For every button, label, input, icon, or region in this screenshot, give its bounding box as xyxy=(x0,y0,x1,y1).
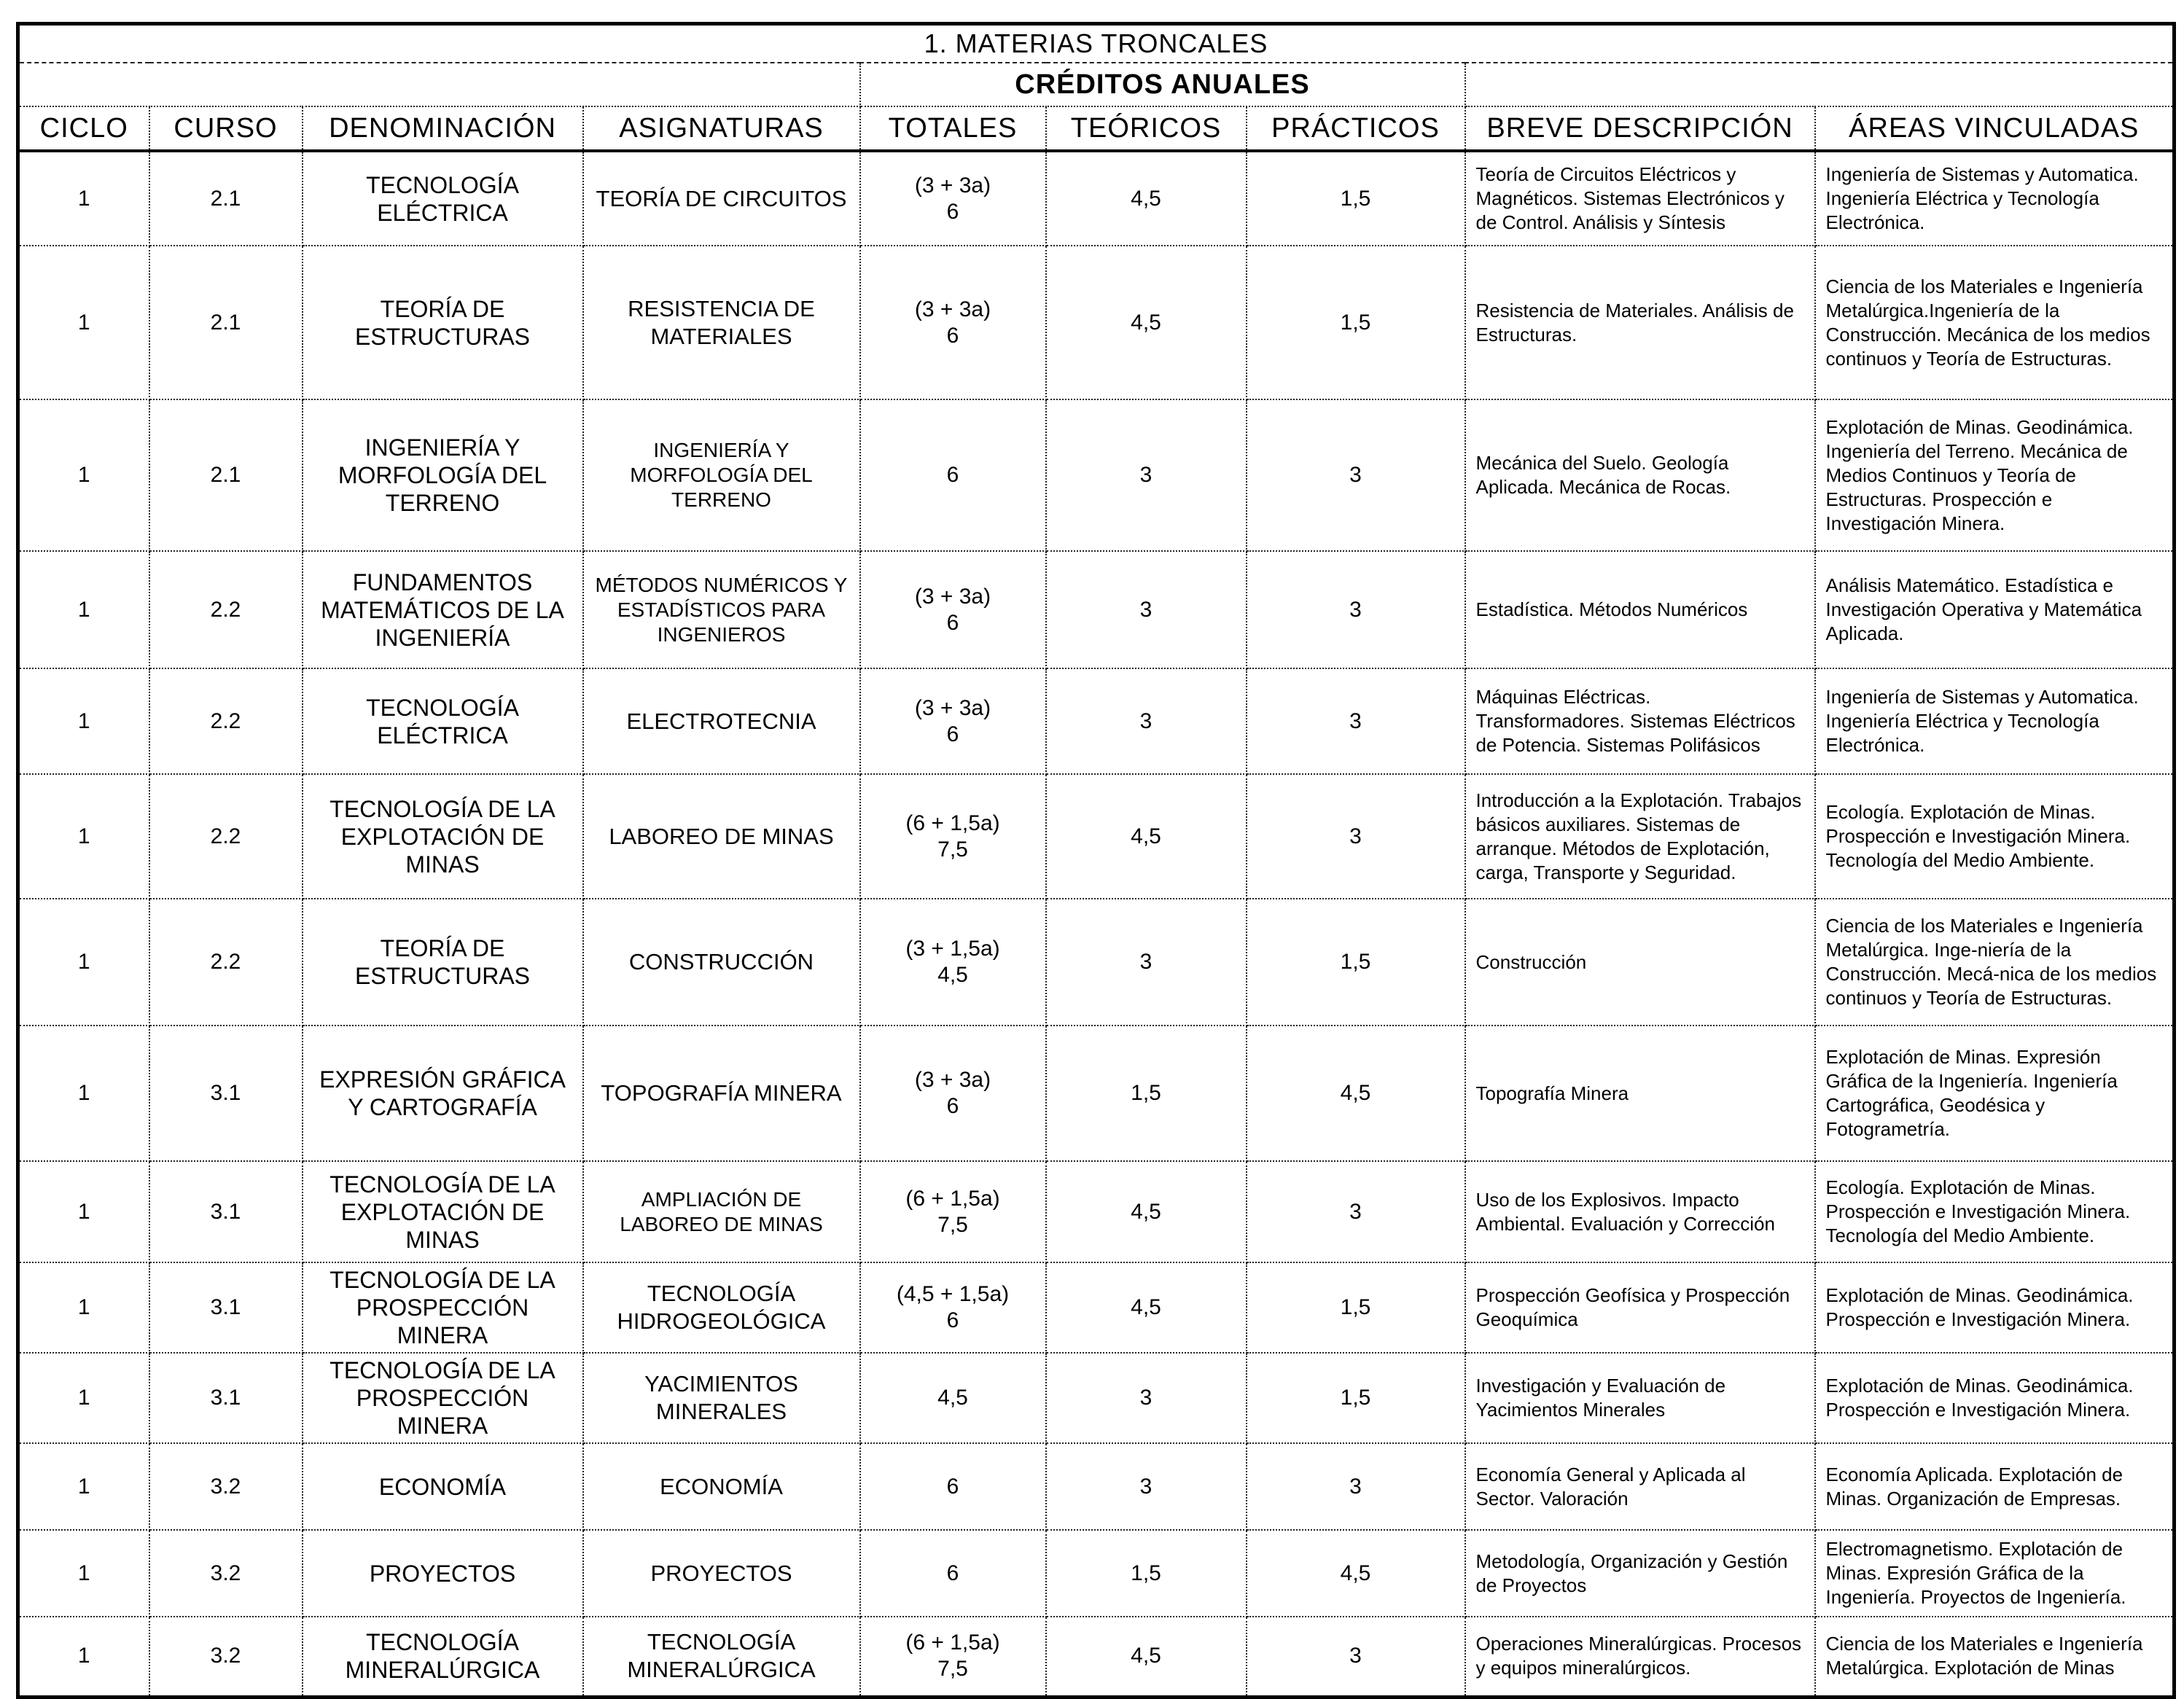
cell-practicos: 1,5 xyxy=(1247,899,1465,1026)
col-header-teoricos: TEÓRICOS xyxy=(1046,106,1247,151)
cell-curso: 2.2 xyxy=(149,774,303,899)
table-row xyxy=(18,774,2175,899)
table-row xyxy=(18,899,2175,1026)
table-row xyxy=(18,1530,2175,1617)
cell-totales: (3 + 3a) 6 xyxy=(860,551,1046,668)
creditos-anuales-header: CRÉDITOS ANUALES xyxy=(860,63,1465,106)
cell-asignaturas: TECNOLOGÍA HIDROGEOLÓGICA xyxy=(583,1262,860,1353)
cell-denominacion: TECNOLOGÍA ELÉCTRICA xyxy=(303,668,583,774)
cell-asignaturas: INGENIERÍA Y MORFOLOGÍA DEL TERRENO xyxy=(583,399,860,551)
cell-areas: Ciencia de los Materiales e Ingeniería Metalúrgica. Inge-niería de la Construcción. Mecá-nica de los medios continuos y Teoría de Estructuras. xyxy=(1815,899,2175,1026)
table-row xyxy=(18,399,2175,551)
cell-denominacion: TECNOLOGÍA DE LA EXPLOTACIÓN DE MINAS xyxy=(303,774,583,899)
cell-ciclo: 1 xyxy=(18,1353,149,1443)
table-row xyxy=(18,668,2175,774)
cell-totales: (3 + 3a) 6 xyxy=(860,151,1046,246)
cell-areas: Análisis Matemático. Estadística e Investigación Operativa y Matemática Aplicada. xyxy=(1815,551,2175,668)
cell-practicos: 3 xyxy=(1247,668,1465,774)
cell-ciclo: 1 xyxy=(18,1443,149,1530)
cell-areas: Ingeniería de Sistemas y Automatica. Ingeniería Eléctrica y Tecnología Electrónica. xyxy=(1815,668,2175,774)
cell-ciclo: 1 xyxy=(18,399,149,551)
cell-asignaturas: PROYECTOS xyxy=(583,1530,860,1617)
cell-teoricos: 4,5 xyxy=(1046,1161,1247,1262)
cell-teoricos: 1,5 xyxy=(1046,1026,1247,1161)
cell-denominacion: TECNOLOGÍA ELÉCTRICA xyxy=(303,151,583,246)
cell-ciclo: 1 xyxy=(18,1161,149,1262)
cell-teoricos: 3 xyxy=(1046,899,1247,1026)
table-row xyxy=(18,1026,2175,1161)
cell-asignaturas: TECNOLOGÍA MINERALÚRGICA xyxy=(583,1617,860,1697)
cell-denominacion: FUNDAMENTOS MATEMÁTICOS DE LA INGENIERÍA xyxy=(303,551,583,668)
cell-areas: Ingeniería de Sistemas y Automatica. Ingeniería Eléctrica y Tecnología Electrónica. xyxy=(1815,151,2175,246)
cell-descripcion: Resistencia de Materiales. Análisis de Estructuras. xyxy=(1465,246,1815,399)
cell-curso: 2.1 xyxy=(149,151,303,246)
cell-totales: (6 + 1,5a) 7,5 xyxy=(860,1617,1046,1697)
col-header-curso: CURSO xyxy=(149,106,303,151)
cell-practicos: 3 xyxy=(1247,399,1465,551)
cell-totales: (3 + 3a) 6 xyxy=(860,668,1046,774)
cell-practicos: 4,5 xyxy=(1247,1530,1465,1617)
table-row xyxy=(18,1262,2175,1353)
cell-totales: (6 + 1,5a) 7,5 xyxy=(860,1161,1046,1262)
cell-totales: (6 + 1,5a) 7,5 xyxy=(860,774,1046,899)
cell-asignaturas: AMPLIACIÓN DE LABOREO DE MINAS xyxy=(583,1161,860,1262)
cell-curso: 2.2 xyxy=(149,899,303,1026)
cell-totales: (3 + 3a) 6 xyxy=(860,1026,1046,1161)
cell-curso: 2.1 xyxy=(149,399,303,551)
materias-troncales-sheet xyxy=(16,22,2172,1699)
cell-denominacion: ECONOMÍA xyxy=(303,1443,583,1530)
cell-teoricos: 4,5 xyxy=(1046,246,1247,399)
cell-asignaturas: CONSTRUCCIÓN xyxy=(583,899,860,1026)
cell-descripcion: Construcción xyxy=(1465,899,1815,1026)
cell-practicos: 3 xyxy=(1247,551,1465,668)
cell-totales: 6 xyxy=(860,399,1046,551)
cell-asignaturas: LABOREO DE MINAS xyxy=(583,774,860,899)
cell-ciclo: 1 xyxy=(18,1262,149,1353)
cell-totales: 6 xyxy=(860,1443,1046,1530)
cell-practicos: 3 xyxy=(1247,1443,1465,1530)
cell-practicos: 4,5 xyxy=(1247,1026,1465,1161)
col-header-areas: ÁREAS VINCULADAS xyxy=(1815,106,2175,151)
cell-curso: 3.1 xyxy=(149,1262,303,1353)
col-header-denominacion: DENOMINACIÓN xyxy=(303,106,583,151)
cell-practicos: 1,5 xyxy=(1247,151,1465,246)
cell-curso: 3.1 xyxy=(149,1026,303,1161)
cell-denominacion: TECNOLOGÍA DE LA EXPLOTACIÓN DE MINAS xyxy=(303,1161,583,1262)
cell-asignaturas: ECONOMÍA xyxy=(583,1443,860,1530)
cell-practicos: 1,5 xyxy=(1247,1353,1465,1443)
cell-descripcion: Estadística. Métodos Numéricos xyxy=(1465,551,1815,668)
cell-areas: Electromagnetismo. Explotación de Minas. Expresión Gráfica de la Ingeniería. Proyectos de Ingeniería. xyxy=(1815,1530,2175,1617)
cell-denominacion: TEORÍA DE ESTRUCTURAS xyxy=(303,246,583,399)
cell-denominacion: INGENIERÍA Y MORFOLOGÍA DEL TERRENO xyxy=(303,399,583,551)
cell-descripcion: Prospección Geofísica y Prospección Geoquímica xyxy=(1465,1262,1815,1353)
cell-ciclo: 1 xyxy=(18,899,149,1026)
cell-teoricos: 4,5 xyxy=(1046,151,1247,246)
table-row xyxy=(18,1617,2175,1697)
cell-areas: Ecología. Explotación de Minas. Prospección e Investigación Minera. Tecnología del Medio Ambiente. xyxy=(1815,774,2175,899)
cell-curso: 3.2 xyxy=(149,1443,303,1530)
cell-ciclo: 1 xyxy=(18,668,149,774)
cell-areas: Ecología. Explotación de Minas. Prospección e Investigación Minera. Tecnología del Medio Ambiente. xyxy=(1815,1161,2175,1262)
cell-teoricos: 3 xyxy=(1046,551,1247,668)
cell-descripcion: Introducción a la Explotación. Trabajos básicos auxiliares. Sistemas de arranque. Métodos de Explotación, carga, Transporte y Seguridad. xyxy=(1465,774,1815,899)
cell-asignaturas: TOPOGRAFÍA MINERA xyxy=(583,1026,860,1161)
table-title: 1. MATERIAS TRONCALES xyxy=(18,24,2175,63)
cell-descripcion: Economía General y Aplicada al Sector. Valoración xyxy=(1465,1443,1815,1530)
cell-asignaturas: MÉTODOS NUMÉRICOS Y ESTADÍSTICOS PARA INGENIEROS xyxy=(583,551,860,668)
cell-teoricos: 3 xyxy=(1046,1443,1247,1530)
cell-curso: 2.2 xyxy=(149,668,303,774)
cell-descripcion: Investigación y Evaluación de Yacimientos Minerales xyxy=(1465,1353,1815,1443)
cell-ciclo: 1 xyxy=(18,151,149,246)
cell-ciclo: 1 xyxy=(18,246,149,399)
table-row xyxy=(18,1353,2175,1443)
cell-practicos: 3 xyxy=(1247,1161,1465,1262)
cell-teoricos: 3 xyxy=(1046,668,1247,774)
cell-areas: Explotación de Minas. Geodinámica. Ingeniería del Terreno. Mecánica de Medios Continuos y Teoría de Estructuras. Prospección e Investigación Minera. xyxy=(1815,399,2175,551)
cell-totales: (4,5 + 1,5a) 6 xyxy=(860,1262,1046,1353)
cell-curso: 2.2 xyxy=(149,551,303,668)
cell-teoricos: 4,5 xyxy=(1046,1262,1247,1353)
cell-teoricos: 1,5 xyxy=(1046,1530,1247,1617)
cell-ciclo: 1 xyxy=(18,1617,149,1697)
table-row xyxy=(18,1161,2175,1262)
cell-descripcion: Topografía Minera xyxy=(1465,1026,1815,1161)
cell-descripcion: Metodología, Organización y Gestión de Proyectos xyxy=(1465,1530,1815,1617)
cell-totales: (3 + 3a) 6 xyxy=(860,246,1046,399)
cell-areas: Explotación de Minas. Geodinámica. Prospección e Investigación Minera. xyxy=(1815,1262,2175,1353)
cell-denominacion: TECNOLOGÍA DE LA PROSPECCIÓN MINERA xyxy=(303,1353,583,1443)
cell-denominacion: TECNOLOGÍA DE LA PROSPECCIÓN MINERA xyxy=(303,1262,583,1353)
cell-teoricos: 4,5 xyxy=(1046,774,1247,899)
table-row xyxy=(18,551,2175,668)
cell-teoricos: 3 xyxy=(1046,1353,1247,1443)
cell-areas: Explotación de Minas. Geodinámica. Prospección e Investigación Minera. xyxy=(1815,1353,2175,1443)
cell-totales: 6 xyxy=(860,1530,1046,1617)
cell-denominacion: TEORÍA DE ESTRUCTURAS xyxy=(303,899,583,1026)
cell-practicos: 3 xyxy=(1247,1617,1465,1697)
cell-curso: 3.2 xyxy=(149,1530,303,1617)
materias-table xyxy=(16,22,2176,1699)
cell-ciclo: 1 xyxy=(18,774,149,899)
cell-practicos: 1,5 xyxy=(1247,246,1465,399)
cell-areas: Explotación de Minas. Expresión Gráfica de la Ingeniería. Ingeniería Cartográfica, Geodésica y Fotogrametría. xyxy=(1815,1026,2175,1161)
cell-ciclo: 1 xyxy=(18,1530,149,1617)
cell-practicos: 1,5 xyxy=(1247,1262,1465,1353)
cell-curso: 2.1 xyxy=(149,246,303,399)
col-header-practicos: PRÁCTICOS xyxy=(1247,106,1465,151)
blank-header-left xyxy=(18,63,860,106)
cell-descripcion: Mecánica del Suelo. Geología Aplicada. Mecánica de Rocas. xyxy=(1465,399,1815,551)
table-body xyxy=(18,151,2175,1697)
table-row xyxy=(18,1443,2175,1530)
cell-asignaturas: TEORÍA DE CIRCUITOS xyxy=(583,151,860,246)
cell-practicos: 3 xyxy=(1247,774,1465,899)
cell-ciclo: 1 xyxy=(18,551,149,668)
table-row xyxy=(18,246,2175,399)
cell-denominacion: EXPRESIÓN GRÁFICA Y CARTOGRAFÍA xyxy=(303,1026,583,1161)
cell-asignaturas: RESISTENCIA DE MATERIALES xyxy=(583,246,860,399)
cell-areas: Economía Aplicada. Explotación de Minas. Organización de Empresas. xyxy=(1815,1443,2175,1530)
col-header-descripcion: BREVE DESCRIPCIÓN xyxy=(1465,106,1815,151)
cell-ciclo: 1 xyxy=(18,1026,149,1161)
cell-asignaturas: ELECTROTECNIA xyxy=(583,668,860,774)
cell-curso: 3.2 xyxy=(149,1617,303,1697)
cell-descripcion: Uso de los Explosivos. Impacto Ambiental. Evaluación y Corrección xyxy=(1465,1161,1815,1262)
cell-totales: 4,5 xyxy=(860,1353,1046,1443)
cell-denominacion: PROYECTOS xyxy=(303,1530,583,1617)
cell-areas: Ciencia de los Materiales e Ingeniería Metalúrgica.Ingeniería de la Construcción. Mecánica de los medios continuos y Teoría de Estructuras. xyxy=(1815,246,2175,399)
cell-curso: 3.1 xyxy=(149,1161,303,1262)
col-header-ciclo: CICLO xyxy=(18,106,149,151)
blank-header-right xyxy=(1465,63,2175,106)
cell-curso: 3.1 xyxy=(149,1353,303,1443)
col-header-asignaturas: ASIGNATURAS xyxy=(583,106,860,151)
cell-totales: (3 + 1,5a) 4,5 xyxy=(860,899,1046,1026)
table-row xyxy=(18,151,2175,246)
cell-descripcion: Teoría de Circuitos Eléctricos y Magnéticos. Sistemas Electrónicos y de Control. Análisis y Síntesis xyxy=(1465,151,1815,246)
cell-areas: Ciencia de los Materiales e Ingeniería Metalúrgica. Explotación de Minas xyxy=(1815,1617,2175,1697)
cell-teoricos: 3 xyxy=(1046,399,1247,551)
cell-asignaturas: YACIMIENTOS MINERALES xyxy=(583,1353,860,1443)
cell-teoricos: 4,5 xyxy=(1046,1617,1247,1697)
col-header-totales: TOTALES xyxy=(860,106,1046,151)
cell-denominacion: TECNOLOGÍA MINERALÚRGICA xyxy=(303,1617,583,1697)
cell-descripcion: Máquinas Eléctricas. Transformadores. Sistemas Eléctricos de Potencia. Sistemas Polifásicos xyxy=(1465,668,1815,774)
cell-descripcion: Operaciones Mineralúrgicas. Procesos y equipos mineralúrgicos. xyxy=(1465,1617,1815,1697)
